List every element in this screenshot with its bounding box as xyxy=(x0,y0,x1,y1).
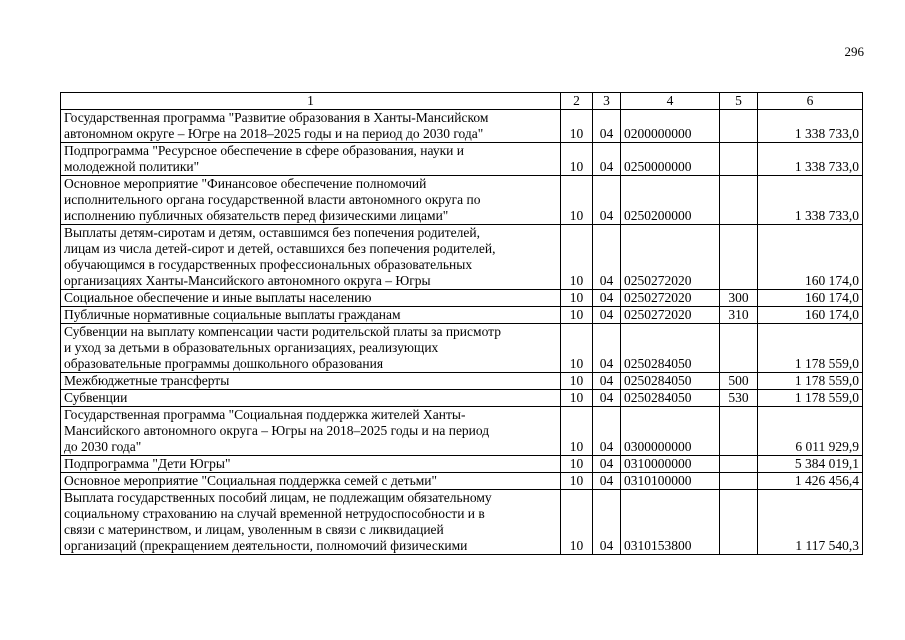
row-name-cell: Социальное обеспечение и иные выплаты населению xyxy=(61,290,561,307)
table-row xyxy=(61,110,863,143)
section-cell: 10 xyxy=(561,110,593,143)
subsection-cell: 04 xyxy=(593,456,621,473)
section-cell: 10 xyxy=(561,307,593,324)
amount-cell: 1 178 559,0 xyxy=(758,324,863,373)
subsection-cell: 04 xyxy=(593,407,621,456)
expense-type-cell xyxy=(720,490,758,555)
column-header: 4 xyxy=(621,93,720,110)
section-cell: 10 xyxy=(561,143,593,176)
target-article-cell: 0310153800 xyxy=(621,490,720,555)
budget-table xyxy=(60,92,863,555)
subsection-cell: 04 xyxy=(593,473,621,490)
table-header-row xyxy=(61,93,863,110)
subsection-cell: 04 xyxy=(593,143,621,176)
table-row xyxy=(61,456,863,473)
target-article-cell: 0310100000 xyxy=(621,473,720,490)
section-cell: 10 xyxy=(561,490,593,555)
expense-type-cell xyxy=(720,225,758,290)
table-row xyxy=(61,324,863,373)
expense-type-cell xyxy=(720,324,758,373)
amount-cell: 1 338 733,0 xyxy=(758,110,863,143)
row-name-cell: Государственная программа "Развитие образования в Ханты-Мансийском автономном округе – Югре на 2018–2025 годы и на период до 2030 года" xyxy=(61,110,561,143)
subsection-cell: 04 xyxy=(593,490,621,555)
target-article-cell: 0310000000 xyxy=(621,456,720,473)
column-header: 3 xyxy=(593,93,621,110)
subsection-cell: 04 xyxy=(593,290,621,307)
amount-cell: 1 338 733,0 xyxy=(758,176,863,225)
table-row xyxy=(61,176,863,225)
target-article-cell: 0250284050 xyxy=(621,324,720,373)
target-article-cell: 0300000000 xyxy=(621,407,720,456)
amount-cell: 6 011 929,9 xyxy=(758,407,863,456)
table-row xyxy=(61,407,863,456)
target-article-cell: 0250000000 xyxy=(621,143,720,176)
row-name-cell: Государственная программа "Социальная поддержка жителей Ханты- Мансийского автономного округа – Югры на 2018–2025 годы и на период до 2030 года" xyxy=(61,407,561,456)
subsection-cell: 04 xyxy=(593,324,621,373)
table-row xyxy=(61,290,863,307)
section-cell: 10 xyxy=(561,176,593,225)
page-number: 296 xyxy=(844,44,864,59)
target-article-cell: 0250284050 xyxy=(621,373,720,390)
section-cell: 10 xyxy=(561,373,593,390)
row-name-cell: Субвенции на выплату компенсации части родительской платы за присмотр и уход за детьми в образовательных организациях, реализующих образовательные программы дошкольного образования xyxy=(61,324,561,373)
expense-type-cell: 300 xyxy=(720,290,758,307)
amount-cell: 1 426 456,4 xyxy=(758,473,863,490)
section-cell: 10 xyxy=(561,456,593,473)
row-name-cell: Выплата государственных пособий лицам, не подлежащим обязательному социальному страхованию на случай временной нетрудоспособности и в связи с материнством, и лицам, уволенным в связи с ликвидацией организаций (прекращением деятельности, полномочий физическими xyxy=(61,490,561,555)
row-name-cell: Основное мероприятие "Социальная поддержка семей с детьми" xyxy=(61,473,561,490)
expense-type-cell xyxy=(720,407,758,456)
amount-cell: 160 174,0 xyxy=(758,225,863,290)
target-article-cell: 0250272020 xyxy=(621,307,720,324)
amount-cell: 1 178 559,0 xyxy=(758,390,863,407)
subsection-cell: 04 xyxy=(593,390,621,407)
table-row xyxy=(61,490,863,555)
section-cell: 10 xyxy=(561,225,593,290)
amount-cell: 1 178 559,0 xyxy=(758,373,863,390)
table-row xyxy=(61,373,863,390)
subsection-cell: 04 xyxy=(593,176,621,225)
amount-cell: 160 174,0 xyxy=(758,307,863,324)
section-cell: 10 xyxy=(561,407,593,456)
row-name-cell: Подпрограмма "Дети Югры" xyxy=(61,456,561,473)
subsection-cell: 04 xyxy=(593,225,621,290)
subsection-cell: 04 xyxy=(593,373,621,390)
expense-type-cell xyxy=(720,143,758,176)
expense-type-cell xyxy=(720,176,758,225)
row-name-cell: Субвенции xyxy=(61,390,561,407)
section-cell: 10 xyxy=(561,473,593,490)
amount-cell: 160 174,0 xyxy=(758,290,863,307)
section-cell: 10 xyxy=(561,390,593,407)
table-row xyxy=(61,473,863,490)
amount-cell: 5 384 019,1 xyxy=(758,456,863,473)
column-header: 5 xyxy=(720,93,758,110)
section-cell: 10 xyxy=(561,324,593,373)
target-article-cell: 0250284050 xyxy=(621,390,720,407)
amount-cell: 1 117 540,3 xyxy=(758,490,863,555)
row-name-cell: Межбюджетные трансферты xyxy=(61,373,561,390)
expense-type-cell xyxy=(720,456,758,473)
table-row xyxy=(61,143,863,176)
target-article-cell: 0250200000 xyxy=(621,176,720,225)
expense-type-cell: 310 xyxy=(720,307,758,324)
row-name-cell: Подпрограмма "Ресурсное обеспечение в сфере образования, науки и молодежной политики" xyxy=(61,143,561,176)
row-name-cell: Основное мероприятие "Финансовое обеспечение полномочий исполнительного органа государственной власти автономного округа по исполнению публичных обязательств перед физическими лицами" xyxy=(61,176,561,225)
target-article-cell: 0250272020 xyxy=(621,290,720,307)
row-name-cell: Выплаты детям-сиротам и детям, оставшимся без попечения родителей, лицам из числа детей-сирот и детей, оставшихся без попечения родителей, обучающимся в государственных профессиональных образовательных организациях Ханты-Мансийского автономного округа – Югры xyxy=(61,225,561,290)
expense-type-cell: 500 xyxy=(720,373,758,390)
subsection-cell: 04 xyxy=(593,110,621,143)
column-header: 6 xyxy=(758,93,863,110)
table-row xyxy=(61,390,863,407)
column-header: 2 xyxy=(561,93,593,110)
row-name-cell: Публичные нормативные социальные выплаты гражданам xyxy=(61,307,561,324)
amount-cell: 1 338 733,0 xyxy=(758,143,863,176)
expense-type-cell xyxy=(720,473,758,490)
expense-type-cell xyxy=(720,110,758,143)
target-article-cell: 0250272020 xyxy=(621,225,720,290)
section-cell: 10 xyxy=(561,290,593,307)
expense-type-cell: 530 xyxy=(720,390,758,407)
subsection-cell: 04 xyxy=(593,307,621,324)
table-row xyxy=(61,225,863,290)
target-article-cell: 0200000000 xyxy=(621,110,720,143)
column-header: 1 xyxy=(61,93,561,110)
table-row xyxy=(61,307,863,324)
